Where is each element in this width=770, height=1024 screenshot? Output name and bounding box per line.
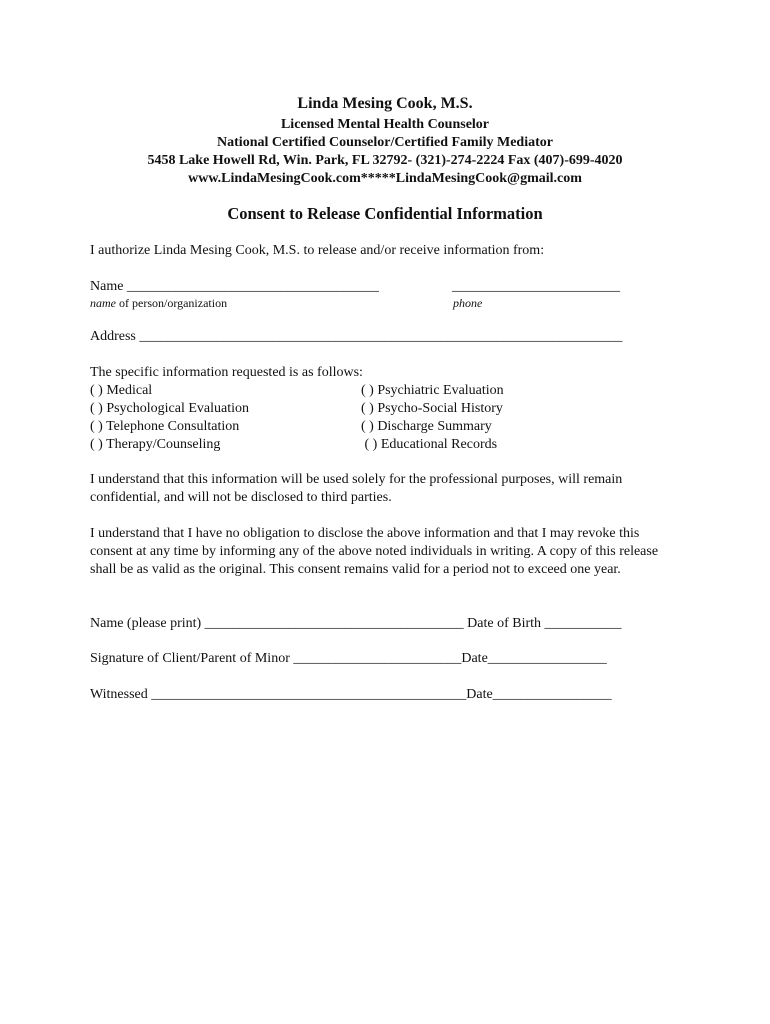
signature-date-line[interactable]: Signature of Client/Parent of Minor ________________________Date_________________ [90, 651, 607, 666]
print-name-dob-line[interactable]: Name (please print) _____________________________________ Date of Birth ___________ [90, 616, 622, 631]
counselor-license: Licensed Mental Health Counselor [280, 117, 490, 132]
confidentiality-paragraph: I understand that this information will be used solely for the professional purposes, will remain confidential, and will not be disclosed to third parties. [90, 472, 623, 505]
requested-info-intro: The specific information requested is as follows: [90, 365, 363, 380]
name-field[interactable]: Name ____________________________________ [90, 279, 379, 294]
letterhead [0, 94, 770, 188]
option-psycho-social-history[interactable]: ( ) Psycho-Social History [361, 401, 503, 416]
counselor-address-phone: 5458 Lake Howell Rd, Win. Park, FL 32792- (321)-274-2224 Fax (407)-699-4020 [147, 153, 623, 168]
address-field[interactable]: Address _____________________________________________________________________ [90, 329, 623, 344]
document-title: Consent to Release Confidential Information [227, 204, 543, 223]
counselor-web-email: www.LindaMesingCook.com*****LindaMesingCook@gmail.com [188, 171, 582, 186]
counselor-certifications: National Certified Counselor/Certified Family Mediator [217, 135, 553, 150]
name-caption-italic: name [90, 296, 116, 310]
name-caption-rest: of person/organization [116, 296, 228, 310]
option-therapy-counseling[interactable]: ( ) Therapy/Counseling [90, 437, 221, 452]
revocation-paragraph: I understand that I have no obligation to disclose the above information and that I may revoke this consent at any time by informing any of the above noted individuals in writing. A copy of this release shall be as valid as the original. This consent remains valid for a period not to exceed one year. [90, 526, 659, 577]
option-medical[interactable]: ( ) Medical [90, 383, 153, 398]
option-educational-records[interactable]: ( ) Educational Records [361, 437, 498, 452]
witness-date-line[interactable]: Witnessed _____________________________________________Date_________________ [90, 687, 612, 702]
phone-caption: phone [453, 296, 483, 310]
options-left-column [90, 382, 249, 454]
options-right-column [361, 382, 504, 454]
option-psychiatric-evaluation[interactable]: ( ) Psychiatric Evaluation [361, 383, 504, 398]
counselor-name: Linda Mesing Cook, M.S. [297, 95, 473, 112]
option-psychological-evaluation[interactable]: ( ) Psychological Evaluation [90, 401, 250, 416]
option-discharge-summary[interactable]: ( ) Discharge Summary [361, 419, 492, 434]
phone-field[interactable]: ________________________ [452, 279, 620, 294]
authorization-statement: I authorize Linda Mesing Cook, M.S. to release and/or receive information from: [90, 243, 545, 258]
option-telephone-consultation[interactable]: ( ) Telephone Consultation [90, 419, 240, 434]
name-caption [90, 296, 227, 310]
